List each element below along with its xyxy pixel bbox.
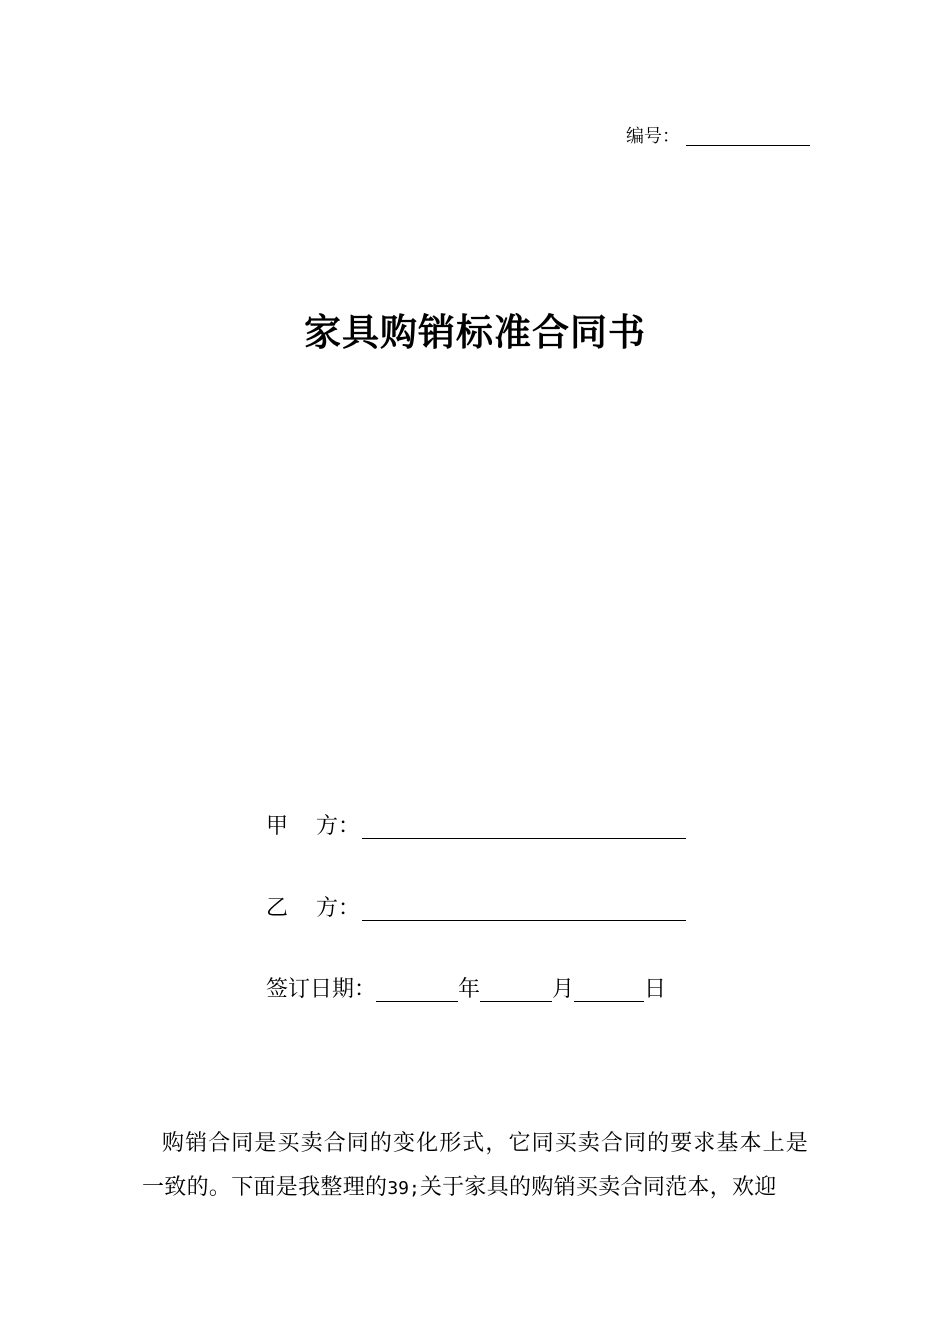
intro-line-1: 购销合同是买卖合同的变化形式，它同买卖合同的要求基本上是 [162,1131,808,1156]
sign-date-label: 签订日期： [266,977,377,1002]
party-b-field [266,894,686,924]
contract-number-label: 编号： [626,126,680,147]
sign-year-blank[interactable] [376,977,458,1002]
intro-line-2-code: 39; [387,1178,420,1199]
contract-number-blank[interactable] [686,123,810,146]
year-label: 年 [458,977,481,1002]
sign-day-blank[interactable] [574,977,644,1002]
party-a-label: 甲 方： [266,814,360,839]
sign-date-field [266,975,666,1005]
sign-month-blank[interactable] [480,977,552,1002]
contract-number-field [626,124,810,150]
party-b-label: 乙 方： [266,896,360,921]
party-b-blank[interactable] [362,896,686,921]
party-a-blank[interactable] [362,814,686,839]
document-title: 家具购销标准合同书 [304,310,646,354]
day-label: 日 [644,977,667,1002]
intro-line-2-end: 关于家具的购销买卖合同范本，欢迎 [419,1175,777,1200]
party-a-field [266,812,686,842]
month-label: 月 [552,977,575,1002]
intro-line-2-start: 一致的。下面是我整理的 [142,1175,388,1200]
intro-paragraph [142,1122,808,1211]
